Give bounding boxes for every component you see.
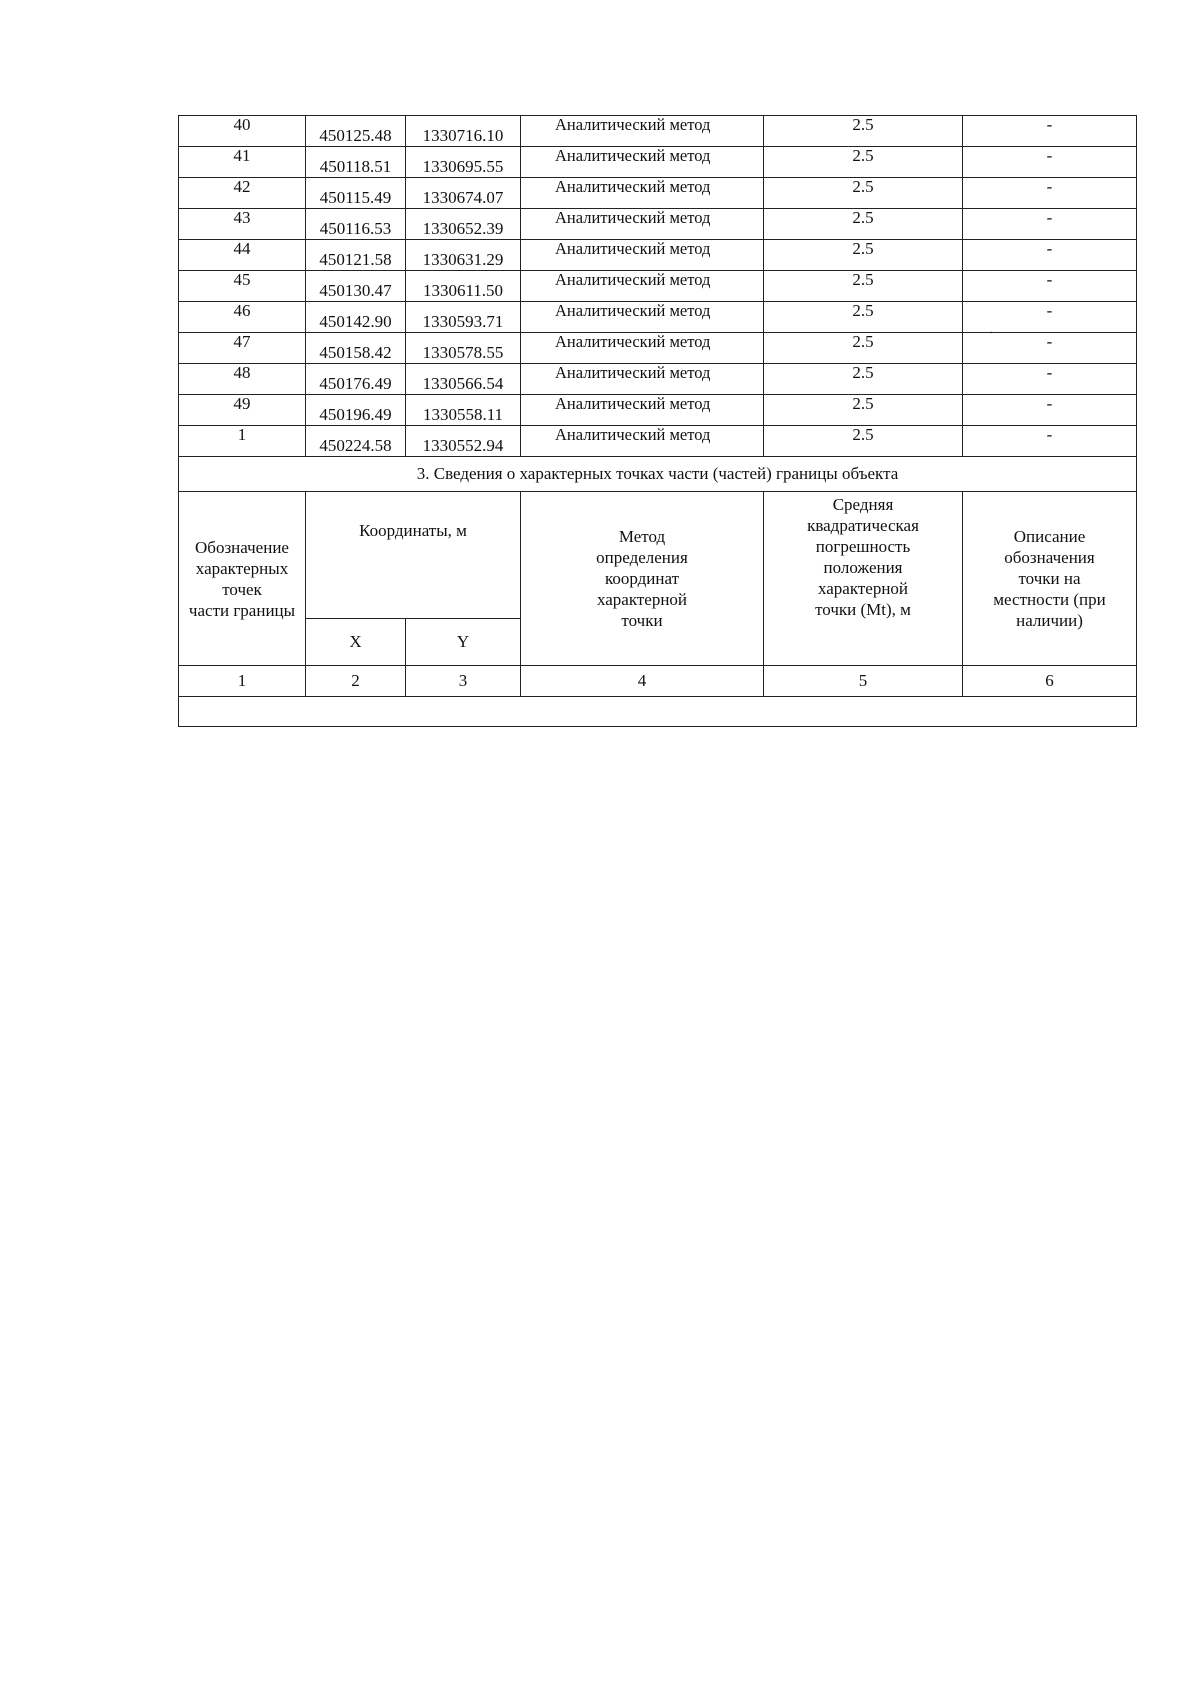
point-cell: 49 <box>179 395 306 426</box>
description-cell: - <box>963 116 1137 147</box>
header-line: характерной <box>817 579 909 598</box>
header-line: точки (Mt), м <box>815 600 911 619</box>
y-coordinate-cell: 1330631.29 <box>406 240 521 271</box>
description-cell: - <box>963 364 1137 395</box>
method-cell: Аналитический метод <box>521 333 764 364</box>
point-cell: 46 <box>179 302 306 333</box>
header-description <box>963 492 1137 666</box>
x-coordinate-cell: 450158.42 <box>306 333 406 364</box>
mt-value-cell: 2.5 <box>764 209 963 240</box>
y-coordinate-cell: 1330652.39 <box>406 209 521 240</box>
boundary-points-table <box>178 115 1137 727</box>
y-coordinate-cell: 1330566.54 <box>406 364 521 395</box>
mt-value-cell: 2.5 <box>764 240 963 271</box>
method-cell: Аналитический метод <box>521 209 764 240</box>
section-3-title: 3. Сведения о характерных точках части (частей) границы объекта <box>179 457 1137 492</box>
mt-value-cell: 2.5 <box>764 426 963 457</box>
header-line: Средняя <box>832 495 894 514</box>
description-cell: - <box>963 333 1137 364</box>
header-coordinates: Координаты, м <box>306 492 521 619</box>
header-line: наличии) <box>1016 611 1083 630</box>
method-cell: Аналитический метод <box>521 147 764 178</box>
mt-value-cell: 2.5 <box>764 271 963 302</box>
table-row <box>179 116 1137 147</box>
method-cell: Аналитический метод <box>521 240 764 271</box>
section-3-title-row <box>179 457 1137 492</box>
column-number-2: 2 <box>306 666 406 697</box>
table-row <box>179 364 1137 395</box>
mt-value-cell: 2.5 <box>764 116 963 147</box>
header-error-lines <box>764 494 962 620</box>
column-numbers-row <box>179 666 1137 697</box>
header-line: определения <box>596 548 688 567</box>
y-coordinate-cell: 1330716.10 <box>406 116 521 147</box>
stray-mark: ˊ <box>989 329 993 343</box>
column-number-3: 3 <box>406 666 521 697</box>
x-coordinate-cell: 450125.48 <box>306 116 406 147</box>
header-x: X <box>306 619 406 666</box>
column-number-6: 6 <box>963 666 1137 697</box>
y-coordinate-cell: 1330578.55 <box>406 333 521 364</box>
mt-value-cell: 2.5 <box>764 178 963 209</box>
table-row <box>179 395 1137 426</box>
x-coordinate-cell: 450224.58 <box>306 426 406 457</box>
header-designation-lines <box>179 537 305 621</box>
point-cell: 42 <box>179 178 306 209</box>
header-line: характерных <box>195 558 289 578</box>
method-cell: Аналитический метод <box>521 364 764 395</box>
mt-value-cell: 2.5 <box>764 147 963 178</box>
method-cell: Аналитический метод <box>521 178 764 209</box>
header-line: точек <box>222 579 262 599</box>
header-line: координат <box>604 569 680 588</box>
point-cell: 47 <box>179 333 306 364</box>
description-cell: - <box>963 395 1137 426</box>
table-row <box>179 240 1137 271</box>
header-method <box>521 492 764 666</box>
header-line: точки <box>621 611 663 630</box>
y-coordinate-cell: 1330552.94 <box>406 426 521 457</box>
x-coordinate-cell: 450130.47 <box>306 271 406 302</box>
boundary-points-body <box>179 116 1137 457</box>
header-line: квадратическая <box>807 516 919 535</box>
header-y: Y <box>406 619 521 666</box>
y-coordinate-cell: 1330558.11 <box>406 395 521 426</box>
description-cell: - <box>963 147 1137 178</box>
table-row <box>179 302 1137 333</box>
table-row <box>179 209 1137 240</box>
table-row <box>179 147 1137 178</box>
header-line: Обозначение <box>195 537 289 557</box>
description-cell: - <box>963 302 1137 333</box>
header-line: местности (при <box>993 590 1106 609</box>
empty-cell <box>179 697 1137 727</box>
x-coordinate-cell: 450116.53 <box>306 209 406 240</box>
column-number-4: 4 <box>521 666 764 697</box>
table-row <box>179 178 1137 209</box>
column-number-5: 5 <box>764 666 963 697</box>
table-row <box>179 426 1137 457</box>
mt-value-cell: 2.5 <box>764 333 963 364</box>
header-line: погрешность <box>815 537 911 556</box>
method-cell: Аналитический метод <box>521 302 764 333</box>
header-line: точки на <box>1018 569 1081 588</box>
point-cell: 45 <box>179 271 306 302</box>
x-coordinate-cell: 450121.58 <box>306 240 406 271</box>
mt-value-cell: 2.5 <box>764 364 963 395</box>
table-row <box>179 271 1137 302</box>
empty-row <box>179 697 1137 727</box>
section-3-header-row <box>179 492 1137 619</box>
description-cell: - <box>963 271 1137 302</box>
x-coordinate-cell: 450196.49 <box>306 395 406 426</box>
header-designation <box>179 492 306 666</box>
header-method-lines <box>521 526 763 631</box>
method-cell: Аналитический метод <box>521 271 764 302</box>
method-cell: Аналитический метод <box>521 395 764 426</box>
description-cell: - <box>963 209 1137 240</box>
point-cell: 41 <box>179 147 306 178</box>
x-coordinate-cell: 450142.90 <box>306 302 406 333</box>
header-line: части границы <box>188 600 296 620</box>
method-cell: Аналитический метод <box>521 426 764 457</box>
mt-value-cell: 2.5 <box>764 302 963 333</box>
method-cell: Аналитический метод <box>521 116 764 147</box>
header-line: Метод <box>618 527 666 546</box>
header-line: положения <box>823 558 903 577</box>
mt-value-cell: 2.5 <box>764 395 963 426</box>
y-coordinate-cell: 1330593.71 <box>406 302 521 333</box>
section-3-block <box>179 457 1137 727</box>
header-line: обозначения <box>1004 548 1095 567</box>
header-description-lines <box>963 526 1136 631</box>
x-coordinate-cell: 450118.51 <box>306 147 406 178</box>
point-cell: 43 <box>179 209 306 240</box>
description-cell: - <box>963 240 1137 271</box>
header-error <box>764 492 963 666</box>
description-cell: - <box>963 426 1137 457</box>
x-coordinate-cell: 450115.49 <box>306 178 406 209</box>
description-cell: - <box>963 178 1137 209</box>
column-number-1: 1 <box>179 666 306 697</box>
point-cell: 44 <box>179 240 306 271</box>
header-line: Описание <box>1013 527 1086 546</box>
y-coordinate-cell: 1330674.07 <box>406 178 521 209</box>
x-coordinate-cell: 450176.49 <box>306 364 406 395</box>
header-line: характерной <box>596 590 688 609</box>
point-cell: 48 <box>179 364 306 395</box>
y-coordinate-cell: 1330611.50 <box>406 271 521 302</box>
y-coordinate-cell: 1330695.55 <box>406 147 521 178</box>
point-cell: 40 <box>179 116 306 147</box>
point-cell: 1 <box>179 426 306 457</box>
